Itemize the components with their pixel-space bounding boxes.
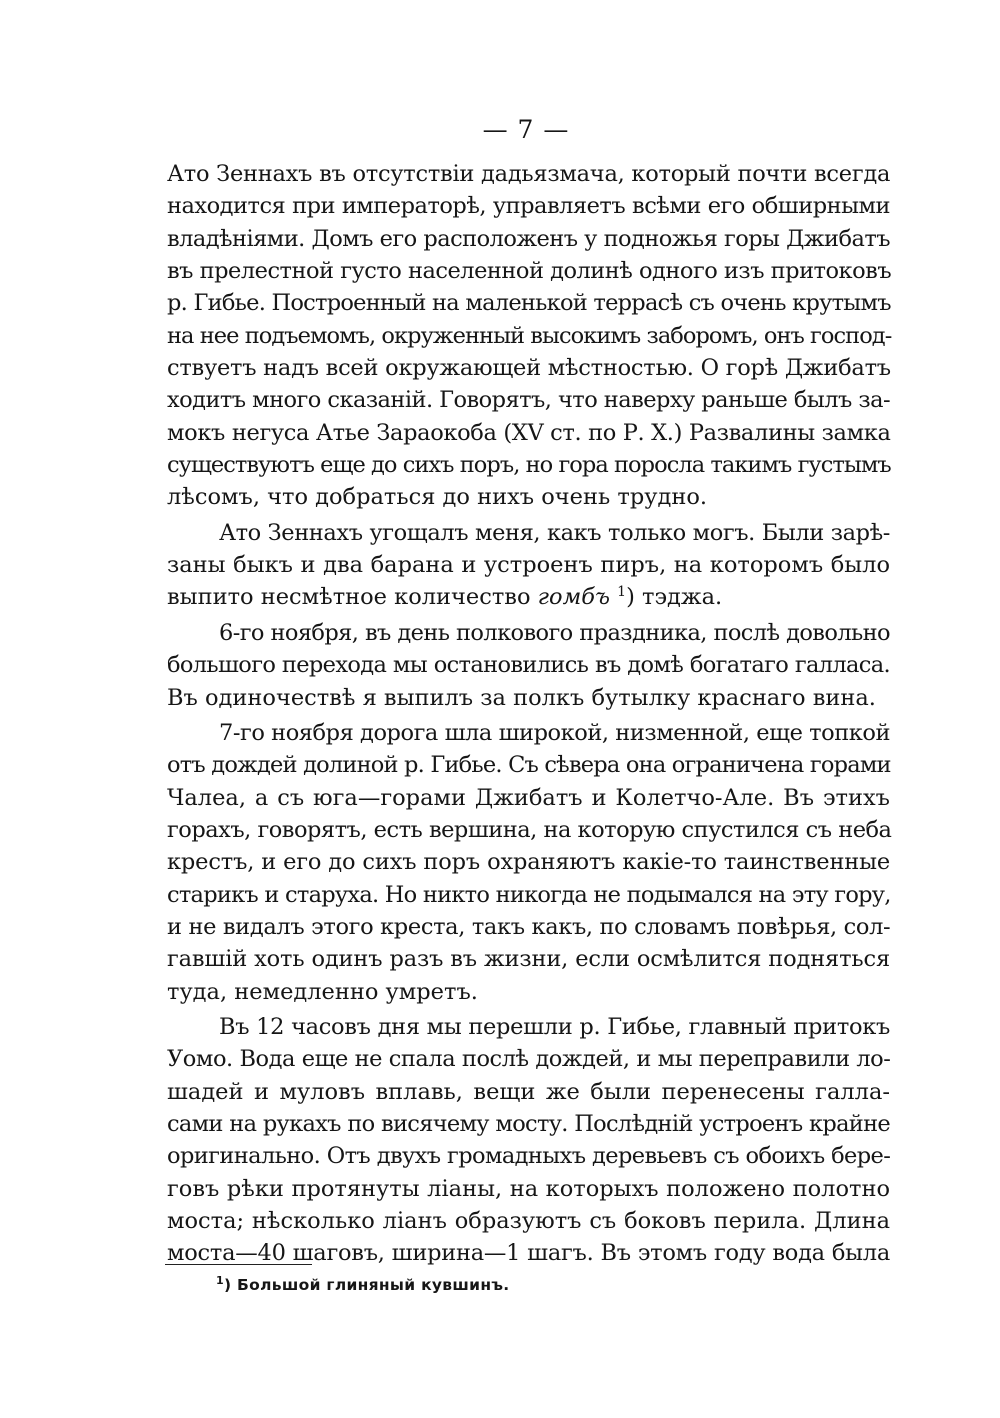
text-line: Ато Зеннахъ угощалъ меня, какъ только могъ. Были зарѣ- <box>219 519 890 546</box>
body-text <box>167 158 890 1270</box>
text-line: оригинально. Отъ двухъ громадныхъ деревьевъ съ обоихъ бере- <box>167 1143 891 1170</box>
text-line: владѣніями. Домъ его расположенъ у подножья горы Джибатъ <box>167 225 890 252</box>
text-line: 7-го ноября дорога шла широкой, низменной, еще топкой <box>219 719 891 746</box>
text-line: въ прелестной густо населенной долинѣ одного изъ притоковъ <box>167 258 892 285</box>
text-line: Въ 12 часовъ дня мы перешли р. Гибье, главный притокъ <box>219 1013 890 1040</box>
text-line: мокъ негуса Атье Зараокоба (XV ст. по Р. X.) Развалины замка <box>167 419 891 446</box>
text-line: существуютъ еще до сихъ поръ, но гора поросла такимъ густымъ <box>167 452 891 479</box>
text-line: крестъ, и его до сихъ поръ охраняютъ какіе-то таинственные <box>167 849 891 876</box>
text-line: р. Гибье. Построенный на маленькой террасѣ съ очень крутымъ <box>167 290 891 317</box>
text-line: Въ одиночествѣ я выпилъ за полкъ бутылку краснаго вина. <box>167 684 876 711</box>
text-line: и не видалъ этого креста, такъ какъ, по словамъ повѣрья, сол- <box>167 913 891 940</box>
text-line-with-footnote <box>167 581 890 613</box>
footnote <box>216 1274 510 1296</box>
paragraph-1 <box>167 158 890 514</box>
footnote-text: ) Большой глиняный кувшинъ. <box>223 1276 510 1294</box>
text-line: большого перехода мы остановились въ домѣ богатаго галласа. <box>167 652 890 679</box>
text-line: Уомо. Вода еще не спала послѣ дождей, и мы переправили ло- <box>167 1046 891 1073</box>
text-line: Ато Зеннахъ въ отсутствіи дадьязмача, который почти всегда <box>167 161 891 187</box>
paragraph-5 <box>167 1011 890 1270</box>
text-line: заны быкъ и два барана и устроенъ пиръ, на которомъ было <box>167 552 890 579</box>
page-number: — 7 — <box>482 115 570 144</box>
paragraph-3 <box>167 617 890 714</box>
text-line: шадей и муловъ вплавь, вещи же были перенесены галла- <box>167 1078 890 1105</box>
footnote-divider <box>165 1264 312 1265</box>
text-line: лѣсомъ, что добраться до нихъ очень трудно. <box>167 484 708 511</box>
text-line: 6-го ноября, въ день полкового праздника, послѣ довольно <box>219 619 890 646</box>
text-line: туда, немедленно умретъ. <box>167 978 478 1005</box>
text-line: горахъ, говорятъ, есть вершина, на которую спустился съ неба <box>167 816 892 843</box>
paragraph-2 <box>167 517 890 614</box>
emphasized-word: гомбъ <box>537 584 610 611</box>
paragraph-4 <box>167 717 890 1008</box>
text-line: на нее подъемомъ, окруженный высокимъ заборомъ, онъ господ- <box>167 322 892 349</box>
text-line: моста—40 шаговъ, ширина—1 шагъ. Въ этомъ году вода была <box>167 1240 890 1267</box>
text-line: ходитъ много сказаній. Говорятъ, что наверху раньше былъ за- <box>167 387 890 414</box>
text-line: моста; нѣсколько ліанъ образуютъ съ боковъ перила. Длина <box>167 1208 890 1234</box>
text-line: ствуетъ надъ всей окружающей мѣстностью. О горѣ Джибатъ <box>167 355 891 382</box>
footnote-mark: 1 <box>216 1274 224 1287</box>
text-line: сами на рукахъ по висячему мосту. Послѣдній устроенъ крайне <box>167 1110 890 1137</box>
footnote-reference[interactable]: 1 <box>617 584 627 601</box>
text-fragment: выпито несмѣтное количество <box>167 584 538 611</box>
text-line: Чалеа, а съ юга—горами Джибатъ и Колетчо-Але. Въ этихъ <box>167 784 890 811</box>
text-line: говъ рѣки протянуты ліаны, на которыхъ положено полотно <box>167 1175 890 1202</box>
text-line: отъ дождей долиной р. Гибье. Съ сѣвера она ограничена горами <box>167 752 891 779</box>
text-line: гавшій хоть одинъ разъ въ жизни, если осмѣлится подняться <box>167 946 890 973</box>
text-line: старикъ и старуха. Но никто никогда не подымался на эту гору, <box>167 881 891 908</box>
text-line: находится при императорѣ, управляетъ всѣми его обширными <box>167 193 890 220</box>
text-fragment: ) тэджа. <box>626 584 723 611</box>
